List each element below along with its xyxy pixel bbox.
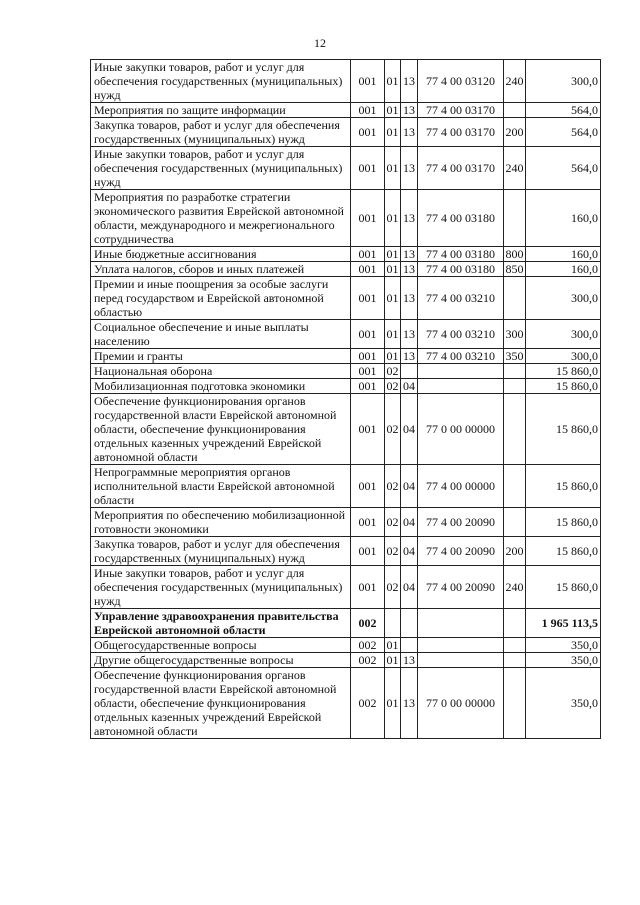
- row-rz: 02: [385, 566, 401, 609]
- row-csr: 77 4 00 03120: [418, 60, 504, 103]
- table-row: [91, 465, 601, 508]
- row-sum: 160,0: [526, 247, 601, 262]
- row-vr: 850: [505, 262, 524, 276]
- row-rz: 01: [386, 638, 399, 652]
- row-pr: 04: [401, 566, 418, 609]
- row-rz: [385, 609, 401, 638]
- row-csr: 77 4 00 03210: [418, 277, 504, 320]
- row-ved: 002: [351, 609, 385, 638]
- table-row: [91, 394, 601, 465]
- row-name: Управление здравоохранения правительства Еврейской автономной области: [91, 609, 351, 638]
- row-csr: 77 4 00 03170: [418, 103, 504, 118]
- row-rz: 01: [385, 320, 401, 349]
- row-csr: 77 4 00 00000: [418, 465, 504, 508]
- row-csr: 77 4 00 03210: [418, 349, 504, 364]
- row-vr: [504, 609, 526, 638]
- row-ved: 001: [351, 190, 385, 247]
- row-name: Иные закупки товаров, работ и услуг для обеспечения государственных (муниципальных) нужд: [91, 566, 351, 609]
- table-row: [91, 668, 601, 739]
- row-rz: 02: [385, 537, 401, 566]
- row-csr: [418, 609, 504, 638]
- row-vr: 200: [504, 118, 526, 147]
- row-vr: [504, 638, 526, 653]
- budget-table-container: [90, 59, 600, 739]
- row-rz: 01: [385, 60, 401, 103]
- row-ved: 001: [351, 379, 385, 394]
- table-row: [91, 537, 601, 566]
- row-sum: 564,0: [526, 118, 601, 147]
- row-vr: 240: [504, 566, 526, 609]
- row-pr: 13: [401, 190, 418, 247]
- row-pr: [401, 638, 418, 653]
- row-sum: 300,0: [526, 60, 601, 103]
- row-pr: 13: [401, 262, 418, 277]
- row-csr: 77 4 00 20090: [418, 566, 504, 609]
- row-rz: 02: [385, 465, 401, 508]
- row-sum: 160,0: [526, 262, 601, 277]
- table-row: [91, 60, 601, 103]
- table-row: [91, 508, 601, 537]
- row-csr: 77 0 00 00000: [418, 668, 504, 739]
- row-csr: [418, 653, 504, 668]
- row-pr: 13: [401, 103, 418, 118]
- row-name: Мероприятия по защите информации: [91, 103, 351, 118]
- table-row: [91, 247, 601, 262]
- row-sum: 15 860,0: [526, 364, 601, 379]
- row-ved: 002: [351, 638, 385, 653]
- row-rz: 01: [385, 668, 401, 739]
- row-rz: 02: [386, 379, 399, 393]
- table-row: [91, 147, 601, 190]
- row-sum: 300,0: [526, 320, 601, 349]
- row-sum: 350,0: [526, 653, 601, 668]
- row-ved: 001: [351, 349, 385, 364]
- row-pr: 04: [401, 379, 418, 394]
- row-pr: 13: [401, 277, 418, 320]
- row-rz: 01: [385, 118, 401, 147]
- row-pr: 04: [401, 465, 418, 508]
- row-csr: [418, 364, 504, 379]
- row-name: Национальная оборона: [91, 364, 351, 379]
- row-name: Закупка товаров, работ и услуг для обеспечения государственных (муниципальных) нужд: [91, 118, 351, 147]
- row-vr: [504, 379, 526, 394]
- row-name: Обеспечение функционирования органов государственной власти Еврейской автономной области, обеспечение функционирования отдельных казенных учреждений Еврейской автономной области: [91, 668, 351, 739]
- row-name: Мобилизационная подготовка экономики: [91, 379, 351, 394]
- row-ved: 001: [351, 508, 385, 537]
- row-pr: 13: [401, 668, 418, 739]
- row-name: Иные бюджетные ассигнования: [91, 247, 351, 262]
- row-sum: 160,0: [526, 190, 601, 247]
- row-ved: 001: [351, 394, 385, 465]
- row-vr: [504, 364, 526, 379]
- row-csr: 77 4 00 03180: [418, 262, 504, 277]
- row-vr: [504, 190, 526, 247]
- row-pr: 13: [401, 60, 418, 103]
- table-row: [91, 190, 601, 247]
- table-row: [91, 566, 601, 609]
- row-rz: 01: [385, 190, 401, 247]
- row-vr: [504, 103, 526, 118]
- row-rz: 01: [386, 349, 399, 363]
- row-pr: 13: [401, 349, 418, 364]
- row-vr: [504, 508, 526, 537]
- row-name: Обеспечение функционирования органов государственной власти Еврейской автономной области, обеспечение функционирования отдельных казенных учреждений Еврейской автономной области: [91, 394, 351, 465]
- table-row: [91, 118, 601, 147]
- row-pr: 13: [401, 118, 418, 147]
- row-sum: 15 860,0: [526, 465, 601, 508]
- row-sum: 15 860,0: [526, 537, 601, 566]
- row-ved: 001: [351, 465, 385, 508]
- row-pr: 04: [401, 394, 418, 465]
- row-vr: 240: [504, 60, 526, 103]
- row-vr: [504, 465, 526, 508]
- row-vr: 200: [504, 537, 526, 566]
- table-body: [91, 60, 601, 739]
- row-ved: 001: [351, 262, 385, 277]
- table-row: [91, 638, 601, 653]
- row-vr: [504, 653, 526, 668]
- table-row: [91, 103, 601, 118]
- table-row: [91, 349, 601, 364]
- row-rz: 02: [386, 364, 399, 378]
- row-ved: 001: [351, 147, 385, 190]
- budget-table: [90, 59, 601, 739]
- row-vr: 240: [504, 147, 526, 190]
- row-vr: 800: [505, 247, 524, 261]
- row-csr: 77 4 00 03180: [418, 247, 504, 262]
- row-csr: 77 4 00 03170: [418, 118, 504, 147]
- table-row: [91, 379, 601, 394]
- row-sum: 15 860,0: [526, 379, 601, 394]
- row-rz: 01: [386, 247, 399, 261]
- row-rz: 01: [386, 103, 399, 117]
- row-sum: 564,0: [526, 147, 601, 190]
- row-sum: 15 860,0: [526, 566, 601, 609]
- row-rz: 02: [385, 508, 401, 537]
- row-ved: 002: [351, 668, 385, 739]
- row-sum: 564,0: [526, 103, 601, 118]
- row-sum: 1 965 113,5: [526, 609, 601, 638]
- row-sum: 300,0: [526, 349, 601, 364]
- table-row: [91, 320, 601, 349]
- row-sum: 350,0: [526, 638, 601, 653]
- row-name: Иные закупки товаров, работ и услуг для обеспечения государственных (муниципальных) нужд: [91, 147, 351, 190]
- row-sum: 15 860,0: [526, 394, 601, 465]
- row-rz: 01: [385, 277, 401, 320]
- row-csr: [418, 379, 504, 394]
- row-name: Мероприятия по обеспечению мобилизационной готовности экономики: [91, 508, 351, 537]
- row-name: Премии и иные поощрения за особые заслуги перед государством и Еврейской автономной областью: [91, 277, 351, 320]
- row-ved: 001: [351, 364, 385, 379]
- row-name: Иные закупки товаров, работ и услуг для обеспечения государственных (муниципальных) нужд: [91, 60, 351, 103]
- row-name: Социальное обеспечение и иные выплаты населению: [91, 320, 351, 349]
- row-name: Закупка товаров, работ и услуг для обеспечения государственных (муниципальных) нужд: [91, 537, 351, 566]
- row-name: Уплата налогов, сборов и иных платежей: [91, 262, 351, 277]
- row-csr: 77 4 00 03180: [418, 190, 504, 247]
- row-ved: 001: [351, 537, 385, 566]
- row-csr: 77 4 00 20090: [418, 537, 504, 566]
- row-ved: 001: [351, 277, 385, 320]
- row-ved: 001: [351, 60, 385, 103]
- row-ved: 001: [351, 566, 385, 609]
- row-vr: 300: [504, 320, 526, 349]
- row-rz: 01: [386, 262, 399, 276]
- row-vr: 350: [505, 349, 524, 363]
- row-sum: 300,0: [526, 277, 601, 320]
- row-name: Общегосударственные вопросы: [91, 638, 351, 653]
- row-vr: [504, 394, 526, 465]
- row-pr: 13: [401, 653, 418, 668]
- row-name: Непрограммные мероприятия органов исполнительной власти Еврейской автономной области: [91, 465, 351, 508]
- row-vr: [504, 277, 526, 320]
- table-row: [91, 277, 601, 320]
- row-ved: 001: [351, 247, 385, 262]
- row-name: Премии и гранты: [91, 349, 351, 364]
- row-csr: [418, 638, 504, 653]
- row-rz: 02: [385, 394, 401, 465]
- row-csr: 77 4 00 20090: [418, 508, 504, 537]
- row-pr: [401, 609, 418, 638]
- table-row-department: [91, 609, 601, 638]
- row-ved: 001: [351, 103, 385, 118]
- row-rz: 01: [385, 147, 401, 190]
- row-csr: 77 4 00 03170: [418, 147, 504, 190]
- row-pr: 13: [401, 147, 418, 190]
- row-pr: 04: [401, 508, 418, 537]
- page-number: 12: [314, 36, 326, 50]
- row-pr: 13: [401, 247, 418, 262]
- row-sum: 15 860,0: [526, 508, 601, 537]
- row-vr: [504, 668, 526, 739]
- row-sum: 350,0: [526, 668, 601, 739]
- row-pr: 13: [401, 320, 418, 349]
- row-name: Мероприятия по разработке стратегии экономического развития Еврейской автономной области, международного и межрегионального сотрудничества: [91, 190, 351, 247]
- table-row: [91, 262, 601, 277]
- table-row: [91, 364, 601, 379]
- row-csr: 77 4 00 03210: [418, 320, 504, 349]
- row-rz: 01: [386, 653, 399, 667]
- row-ved: 001: [351, 118, 385, 147]
- row-csr: 77 0 00 00000: [418, 394, 504, 465]
- row-name: Другие общегосударственные вопросы: [91, 653, 351, 668]
- row-pr: 04: [401, 537, 418, 566]
- row-pr: [401, 364, 418, 379]
- row-ved: 001: [351, 320, 385, 349]
- row-ved: 002: [351, 653, 385, 668]
- table-row: [91, 653, 601, 668]
